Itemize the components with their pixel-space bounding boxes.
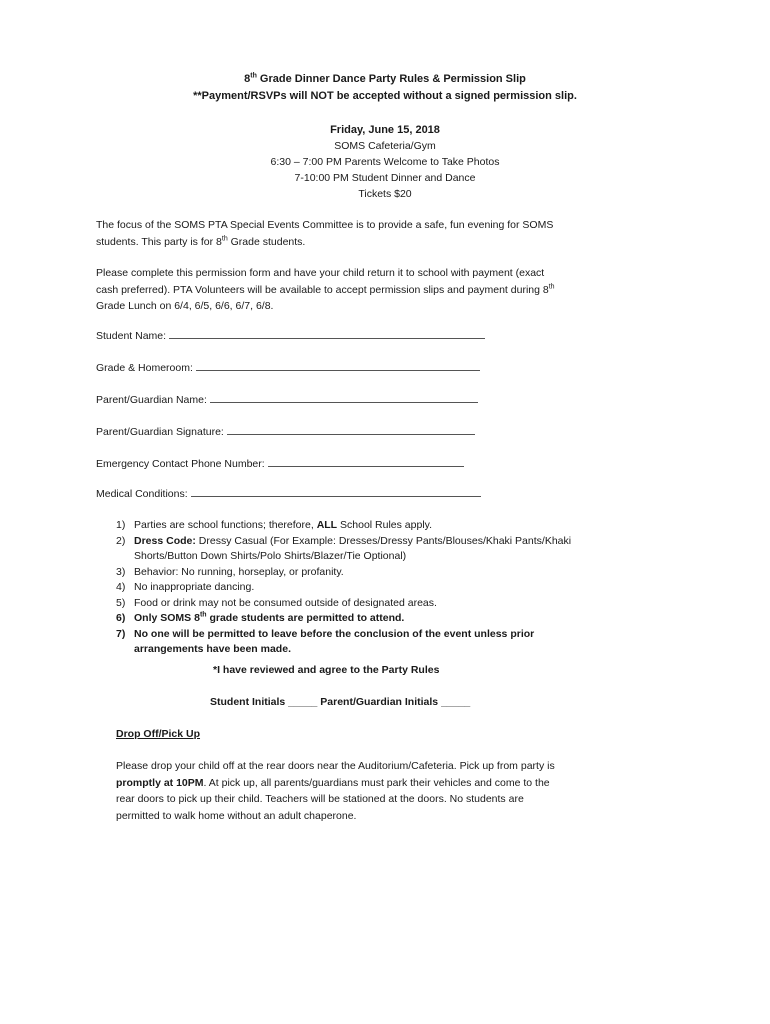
dress-code-label: Dress Code: — [134, 534, 196, 547]
emergency-phone-field[interactable] — [96, 457, 464, 470]
dropoff-time: promptly at 10PM — [116, 776, 204, 789]
rule-1-text-end: School Rules apply. — [337, 519, 433, 531]
parent-signature-label: Parent/Guardian Signature: — [96, 426, 224, 438]
intro-p2-sup: th — [548, 283, 555, 290]
rule-4-text: No inappropriate dancing. — [134, 581, 255, 593]
event-tickets: Tickets $20 — [358, 188, 412, 200]
parent-name-field[interactable] — [96, 393, 478, 406]
title-superscript: th — [250, 72, 257, 80]
medical-conditions-input[interactable] — [191, 487, 481, 497]
rule-1-text: Parties are school functions; therefore, — [134, 519, 317, 531]
rule-3-text: Behavior: No running, horseplay, or profanity. — [134, 565, 344, 578]
intro-p1-sup: th — [221, 235, 228, 242]
agree-statement: *I have reviewed and agree to the Party Rules — [213, 664, 440, 676]
event-photos-time: 6:30 – 7:00 PM Parents Welcome to Take Photos — [270, 156, 500, 168]
grade-homeroom-input[interactable] — [196, 361, 480, 371]
rule-number: 5) — [116, 596, 126, 609]
intro-p1-line1: The focus of the SOMS PTA Special Events Committee is to provide a safe, fun evening for SOMS — [96, 219, 554, 231]
rule-item — [116, 565, 676, 581]
rule-6-text-end: grade students are permitted to attend. — [206, 612, 405, 624]
intro-p1-line2: students. This party is for 8 — [96, 235, 222, 248]
student-name-label: Student Name: — [96, 330, 167, 342]
rule-item — [116, 534, 676, 565]
dropoff-paragraph — [116, 758, 676, 824]
rule-number: 3) — [116, 565, 126, 578]
intro-paragraph-2 — [96, 265, 666, 315]
parent-name-label: Parent/Guardian Name: — [96, 394, 207, 406]
dropoff-line2: . At pick up, all parents/guardians must park their vehicles and come to the — [203, 776, 550, 789]
student-name-input[interactable] — [169, 329, 485, 339]
emergency-phone-input[interactable] — [268, 457, 464, 467]
medical-conditions-field[interactable] — [96, 487, 481, 500]
intro-paragraph-1 — [96, 217, 666, 250]
document-title — [0, 73, 770, 85]
payment-warning: **Payment/RSVPs will NOT be accepted without a signed permission slip. — [193, 90, 577, 102]
party-rules-list — [116, 518, 676, 658]
intro-p2-line3: Grade Lunch on 6/4, 6/5, 6/6, 6/7, 6/8. — [96, 300, 274, 312]
dropoff-line4: permitted to walk home without an adult chaperone. — [116, 809, 357, 822]
dropoff-line3: rear doors to pick up their child. Teachers will be stationed at the doors. No students are — [116, 793, 524, 805]
event-dinner-time: 7-10:00 PM Student Dinner and Dance — [294, 172, 476, 184]
event-date: Friday, June 15, 2018 — [330, 124, 440, 136]
grade-homeroom-label: Grade & Homeroom: — [96, 362, 193, 374]
intro-p2-line1: Please complete this permission form and have your child return it to school with payment (exact — [96, 267, 545, 279]
dropoff-heading: Drop Off/Pick Up — [116, 728, 201, 740]
title-text: Grade Dinner Dance Party Rules & Permission Slip — [256, 73, 526, 85]
parent-name-input[interactable] — [210, 393, 478, 403]
intro-p2-line2: cash preferred). PTA Volunteers will be available to accept permission slips and payment during 8 — [96, 283, 549, 296]
rule-item — [116, 627, 676, 658]
emergency-phone-label: Emergency Contact Phone Number: — [96, 458, 265, 470]
rule-item — [116, 596, 676, 612]
rule-number: 2) — [116, 534, 126, 547]
dropoff-line1: Please drop your child off at the rear doors near the Auditorium/Cafeteria. Pick up from party is — [116, 760, 555, 772]
medical-conditions-label: Medical Conditions: — [96, 488, 188, 500]
title-grade: 8 — [244, 73, 251, 85]
rule-6-text: Only SOMS 8 — [134, 612, 200, 624]
rule-7-text-2: arrangements have been made. — [134, 643, 291, 655]
rule-number: 6) — [116, 612, 126, 624]
event-location: SOMS Cafeteria/Gym — [334, 140, 436, 152]
rule-7-text: No one will be permitted to leave before the conclusion of the event unless prior — [134, 627, 535, 640]
intro-p1-line2-end: Grade students. — [227, 235, 306, 248]
rule-number: 4) — [116, 581, 126, 593]
parent-signature-input[interactable] — [227, 425, 475, 435]
parent-signature-field[interactable] — [96, 425, 475, 438]
rule-item — [116, 518, 676, 534]
rule-1-emphasis: ALL — [316, 519, 338, 531]
student-name-field[interactable] — [96, 329, 485, 342]
rule-5-text: Food or drink may not be consumed outside of designated areas. — [134, 596, 437, 609]
dress-code-text-2: Shorts/Button Down Shirts/Polo Shirts/Blazer/Tie Optional) — [134, 550, 407, 562]
rule-number: 1) — [116, 519, 126, 531]
initials-line[interactable]: Student Initials _____ Parent/Guardian Initials _____ — [210, 696, 471, 708]
rule-6-sup: th — [199, 611, 207, 619]
rule-item — [116, 611, 676, 627]
rule-item — [116, 580, 676, 596]
rule-number: 7) — [116, 627, 126, 640]
grade-homeroom-field[interactable] — [96, 361, 480, 374]
dress-code-text: Dressy Casual (For Example: Dresses/Dressy Pants/Blouses/Khaki Pants/Khaki — [195, 534, 572, 547]
